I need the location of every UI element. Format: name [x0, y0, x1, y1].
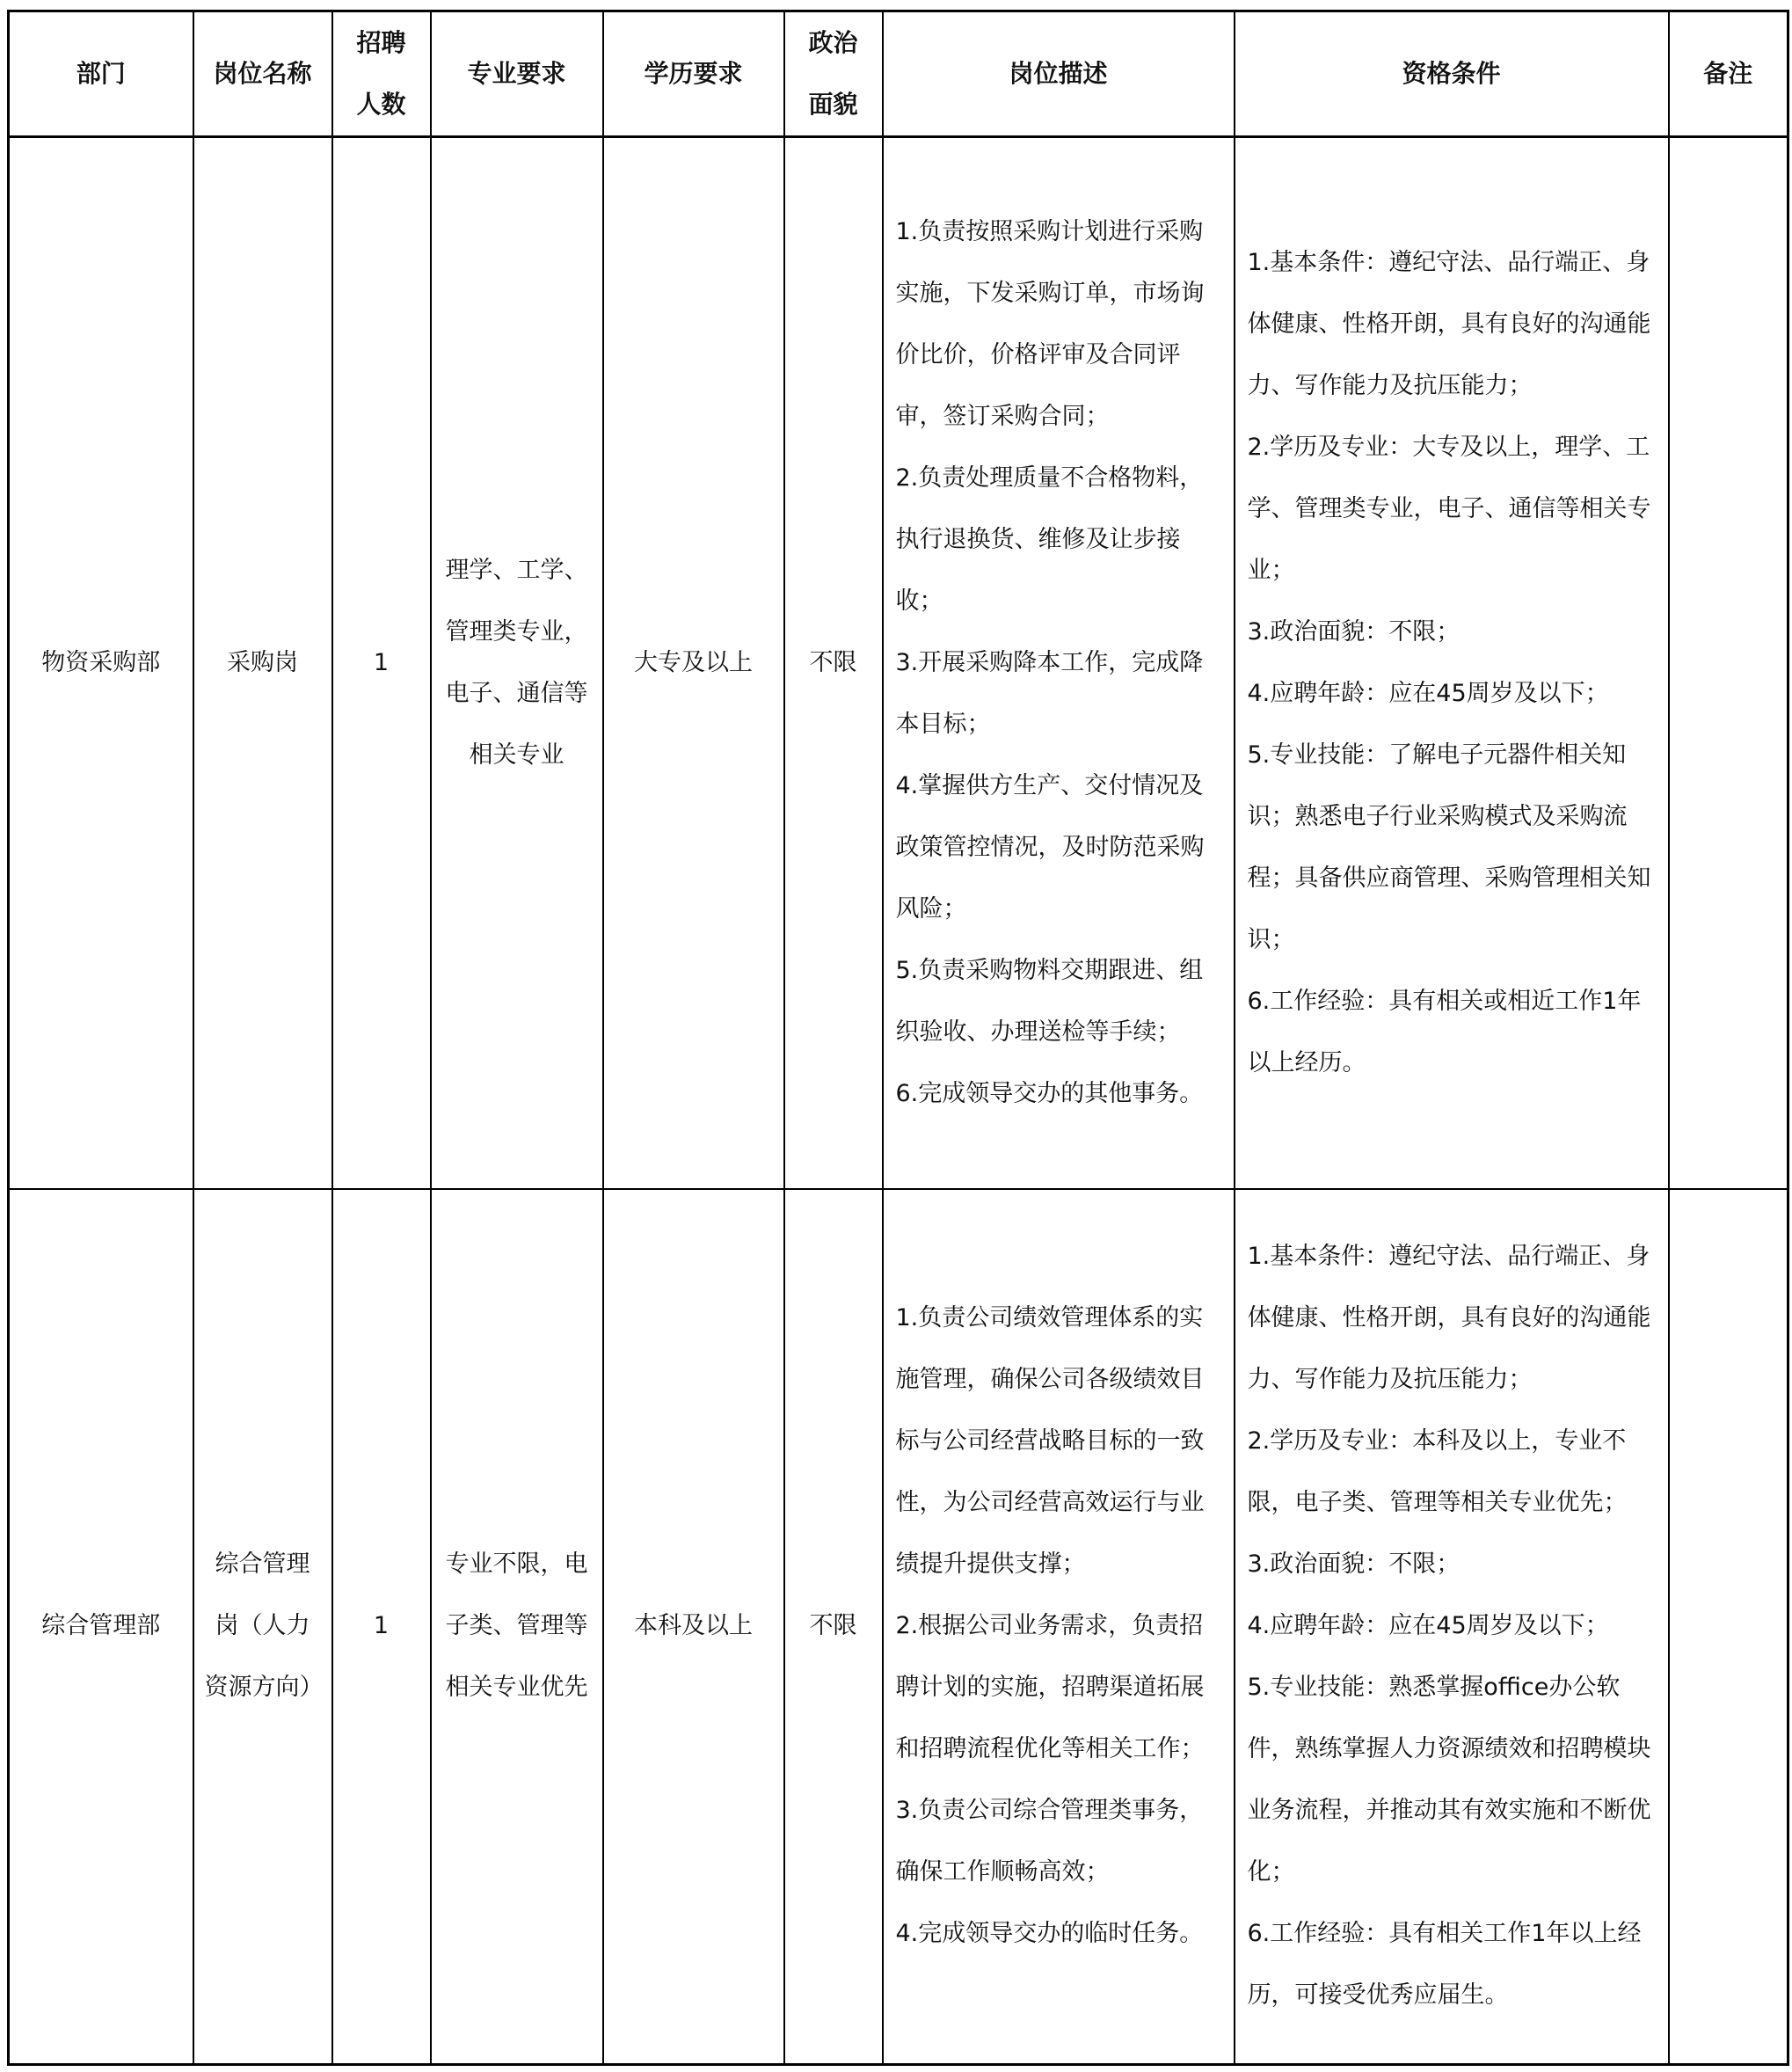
cell-position: 综合管理岗（人力资源方向） — [193, 1189, 332, 2065]
header-remark: 备注 — [1669, 11, 1788, 137]
description-item: 5.负责采购物料交期跟进、组织验收、办理送检等手续； — [895, 956, 1204, 1046]
qualification-item: 2.学历及专业：本科及以上，专业不限，电子类、管理等相关专业优先； — [1247, 1427, 1628, 1517]
qualification-item: 5.专业技能：熟悉掌握office办公软件，熟练掌握人力资源绩效和招聘模块业务流程，并推动其有效实施和不断优化； — [1247, 1674, 1651, 1886]
header-political-line2: 面貌 — [808, 90, 858, 119]
qualification-item: 3.政治面貌：不限； — [1247, 617, 1461, 646]
cell-political: 不限 — [784, 1189, 883, 2065]
qualification-item: 5.专业技能：了解电子元器件相关知识；熟悉电子行业采购模式及采购流程；具备供应商管理、采购管理相关知识； — [1247, 741, 1651, 953]
description-item: 4.掌握供方生产、交付情况及政策管控情况，及时防范采购风险； — [895, 771, 1205, 923]
table-row — [9, 1189, 1788, 2065]
qualification-item: 6.工作经验：具有相关或相近工作1年以上经历。 — [1247, 987, 1642, 1076]
cell-education: 大专及以上 — [603, 137, 784, 1189]
cell-count: 1 — [332, 1189, 431, 2065]
qualification-item: 1.基本条件：遵纪守法、品行端正、身体健康、性格开朗，具有良好的沟通能力、写作能力及抗压能力； — [1247, 248, 1651, 399]
description-item: 1.负责按照采购计划进行采购实施，下发采购订单，市场询价比价，价格评审及合同评审，签订采购合同； — [895, 217, 1205, 430]
description-item: 6.完成领导交办的其他事务。 — [895, 1079, 1204, 1107]
header-political-line1: 政治 — [808, 28, 858, 57]
header-dept: 部门 — [9, 11, 193, 137]
cell-qualification — [1235, 1189, 1669, 2065]
qualification-item: 3.政治面貌：不限； — [1247, 1550, 1461, 1579]
cell-position: 采购岗 — [193, 137, 332, 1189]
cell-count: 1 — [332, 137, 431, 1189]
qualification-item: 4.应聘年龄：应在45周岁及以下； — [1247, 679, 1609, 707]
header-description: 岗位描述 — [883, 11, 1235, 137]
qualification-item: 2.学历及专业：大专及以上，理学、工学、管理类专业，电子、通信等相关专业； — [1247, 433, 1651, 584]
description-item: 2.根据公司业务需求，负责招聘计划的实施，招聘渠道拓展和招聘流程优化等相关工作； — [895, 1612, 1205, 1763]
header-count-line1: 招聘 — [356, 28, 406, 57]
qualification-item: 4.应聘年龄：应在45周岁及以下； — [1247, 1612, 1609, 1640]
header-count-line2: 人数 — [356, 90, 406, 119]
header-count — [332, 11, 431, 137]
header-row — [9, 11, 1788, 137]
header-major: 专业要求 — [431, 11, 603, 137]
description-item: 1.负责公司绩效管理体系的实施管理，确保公司各级绩效目标与公司经营战略目标的一致性，为公司经营高效运行与业绩提升提供支撑； — [895, 1304, 1205, 1579]
cell-description — [883, 137, 1235, 1189]
cell-education: 本科及以上 — [603, 1189, 784, 2065]
cell-remark — [1669, 1189, 1788, 2065]
cell-description — [883, 1189, 1235, 2065]
header-political — [784, 11, 883, 137]
cell-major: 专业不限，电子类、管理等相关专业优先 — [431, 1189, 603, 2065]
description-item: 4.完成领导交办的临时任务。 — [895, 1920, 1204, 1948]
cell-remark — [1669, 137, 1788, 1189]
header-education: 学历要求 — [603, 11, 784, 137]
cell-political: 不限 — [784, 137, 883, 1189]
cell-qualification — [1235, 137, 1669, 1189]
description-item: 2.负责处理质量不合格物料，执行退换货、维修及让步接收； — [895, 463, 1204, 615]
description-item: 3.开展采购降本工作，完成降本目标； — [895, 648, 1204, 738]
cell-dept: 物资采购部 — [9, 137, 193, 1189]
qualification-item: 1.基本条件：遵纪守法、品行端正、身体健康、性格开朗，具有良好的沟通能力、写作能力及抗压能力； — [1247, 1243, 1651, 1394]
description-item: 3.负责公司综合管理类事务，确保工作顺畅高效； — [895, 1797, 1204, 1886]
table-row — [9, 137, 1788, 1189]
header-qualification: 资格条件 — [1235, 11, 1669, 137]
qualification-item: 6.工作经验：具有相关工作1年以上经历，可接受优秀应届生。 — [1247, 1920, 1642, 2010]
header-position: 岗位名称 — [193, 11, 332, 137]
cell-dept: 综合管理部 — [9, 1189, 193, 2065]
recruitment-table — [7, 10, 1789, 2066]
cell-major: 理学、工学、管理类专业，电子、通信等相关专业 — [431, 137, 603, 1189]
